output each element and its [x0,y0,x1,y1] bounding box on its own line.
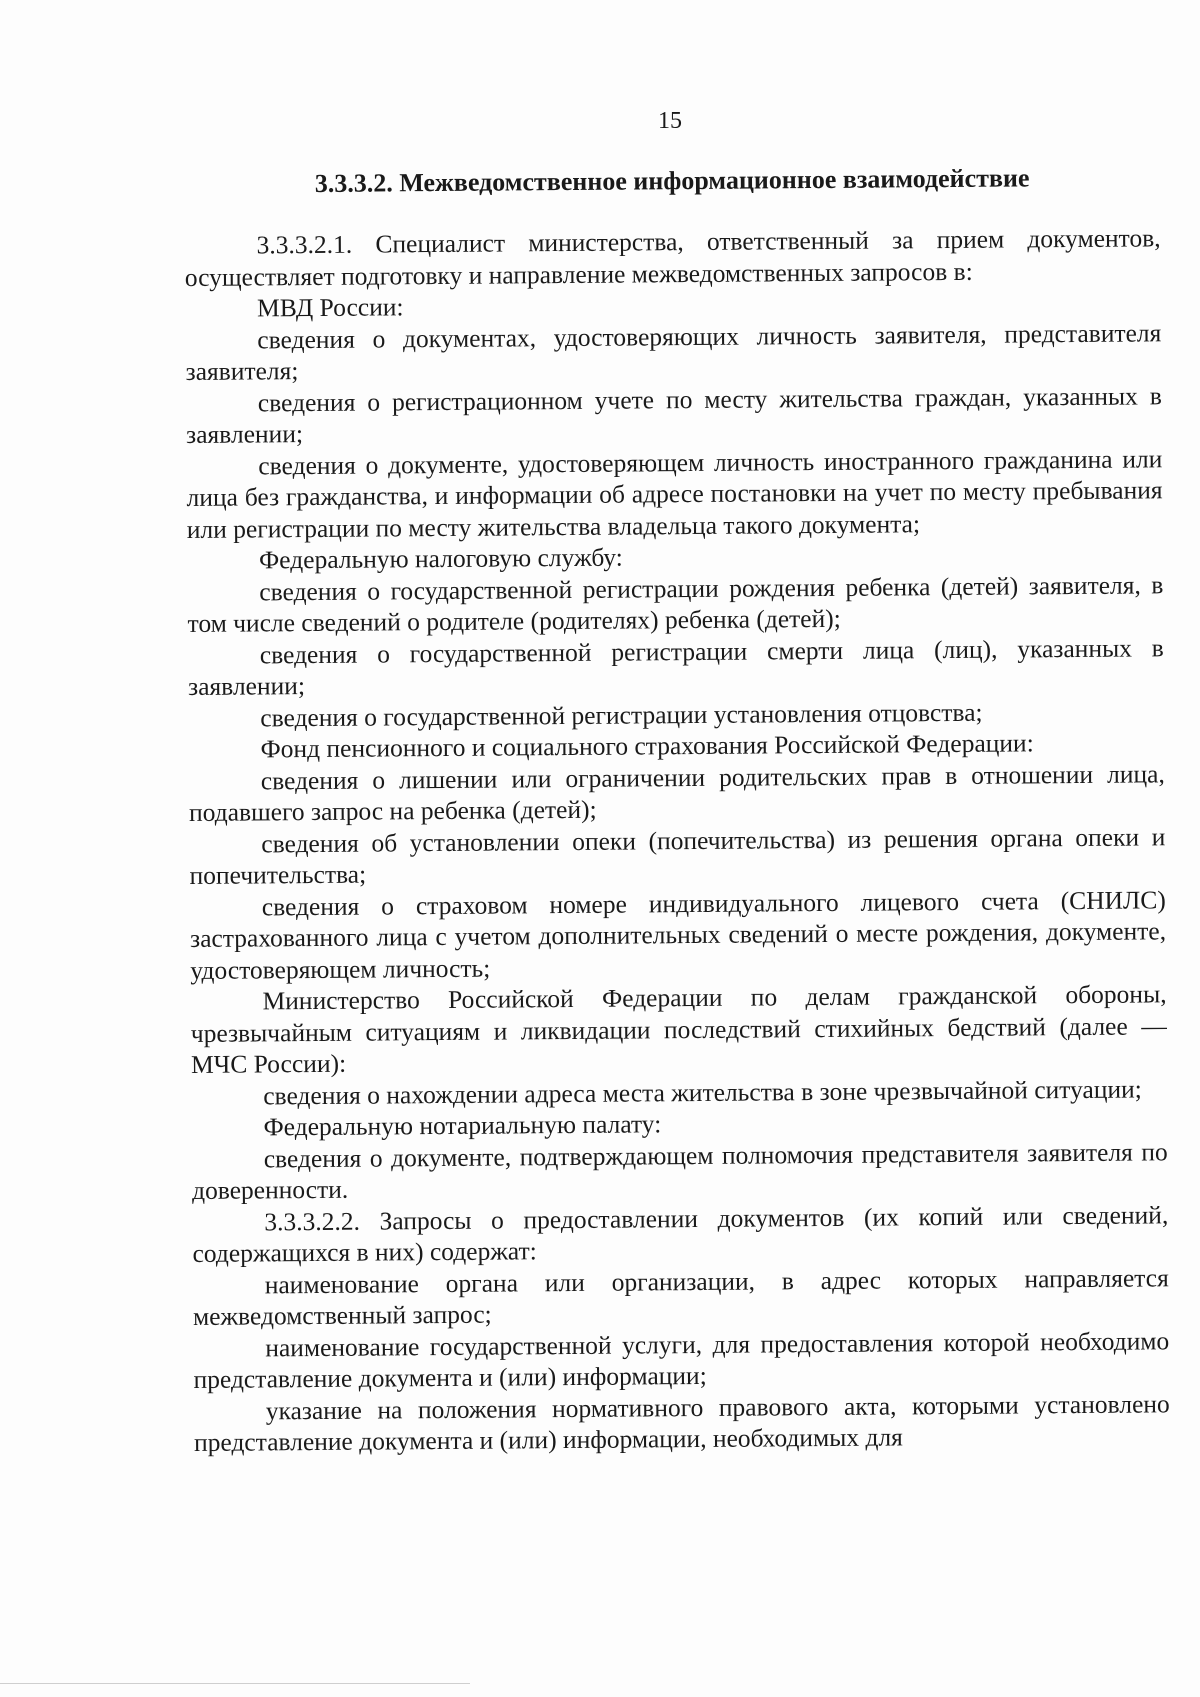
paragraph: сведения о документе, удостоверяющем личность иностранного гражданина или лица без гражданства, и информации об адресе постановки на учет по месту пребывания или регистрации по месту жительства владельца такого документа; [186,443,1163,544]
page-bottom-edge [0,1683,470,1684]
paragraph: указание на положения нормативного правового акта, которыми установлено представление документа и (или) информации, необходимых для [193,1388,1170,1457]
paragraph: сведения о регистрационном учете по месту жительства граждан, указанных в заявлении; [185,380,1162,449]
paragraph: сведения о страховом номере индивидуального лицевого счета (СНИЛС) застрахованного лица с учетом дополнительных сведений о месте рождения, документе, удостоверяющем личность; [189,884,1167,985]
paragraph: сведения об установлении опеки (попечительства) из решения органа опеки и попечительства; [189,821,1166,890]
paragraph: сведения о государственной регистрации установления отцовства; [260,697,983,732]
page-number: 15 [658,108,682,134]
paragraph: сведения о государственной регистрации смерти лица (лиц), указанных в заявлении; [187,632,1164,701]
paragraph: МВД России: [256,292,404,323]
paragraph: сведения о нахождении адреса места жительства в зоне чрезвычайной ситуации; [263,1074,1142,1110]
document-body [184,160,1170,1458]
section-title: 3.3.3.2. Межведомственное информационное взаимодействие [314,163,1030,198]
paragraph: сведения о лишении или ограничении родительских прав в отношении лица, подавшего запрос на ребенка (детей); [188,758,1165,827]
paragraph: 3.3.3.2.2. Запросы о предоставлении документов (их копий или сведений, содержащихся в них) содержат: [192,1199,1169,1268]
paragraph: Министерство Российской Федерации по делам гражданской обороны, чрезвычайным ситуациям и ликвидации последствий стихийных бедствий (далее — МЧС России): [190,979,1167,1079]
paragraph: Фонд пенсионного и социального страхования Российской Федерации: [260,728,1034,764]
paragraph: наименование органа или организации, в адрес которых направляется межведомственный запрос; [192,1262,1169,1331]
paragraph: сведения о документах, удостоверяющих личность заявителя, представителя заявителя; [185,317,1162,386]
paragraph: сведения о государственной регистрации рождения ребенка (детей) заявителя, в том числе сведений о родителе (родителях) ребенка (детей); [187,569,1164,638]
paragraph: Федеральную налоговую службу: [258,542,623,575]
paragraph: сведения о документе, подтверждающем полномочия представителя заявителя по доверенности. [191,1136,1168,1205]
paragraph: Федеральную нотариальную палату: [263,1109,662,1142]
paragraph: наименование государственной услуги, для предоставления которой необходимо представление документа и (или) информации; [193,1325,1170,1394]
paragraph: 3.3.3.2.1. Специалист министерства, ответственный за прием документов, осуществляет подготовку и направление межведомственных запросов в: [184,223,1161,292]
